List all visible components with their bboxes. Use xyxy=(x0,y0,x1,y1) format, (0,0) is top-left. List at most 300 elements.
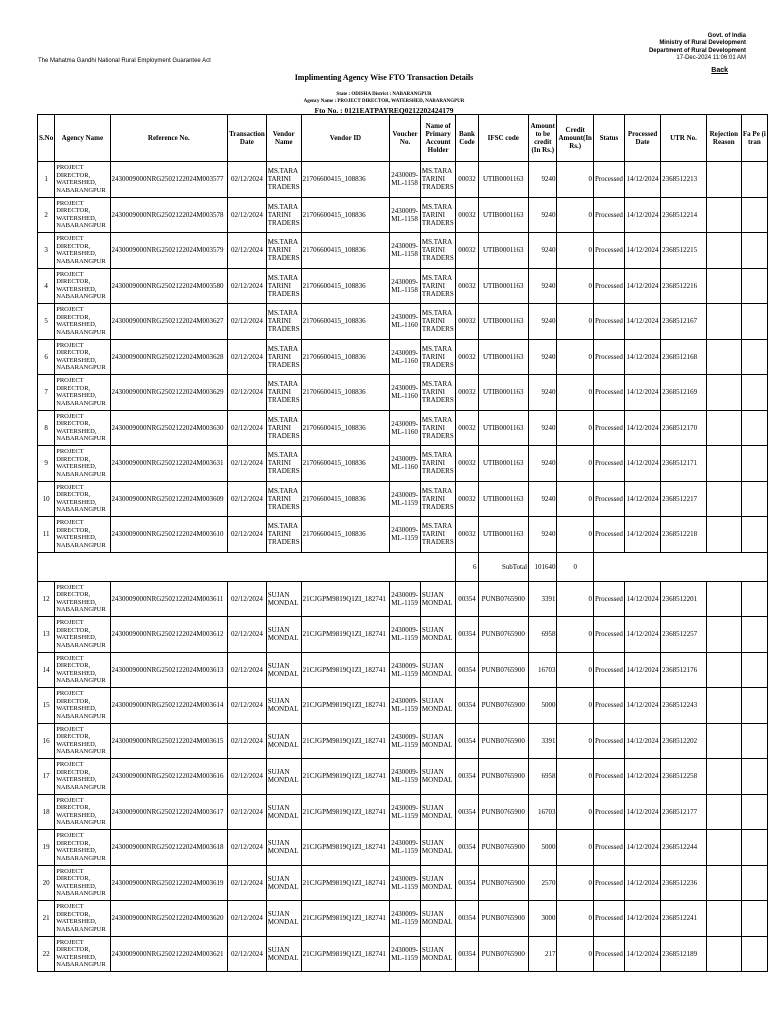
cell-voucher: 2430009-ML-1159 xyxy=(390,865,421,901)
cell-holder: SUJAN MONDAL xyxy=(420,759,456,795)
table-row xyxy=(38,410,768,446)
cell-extra xyxy=(741,233,767,269)
cell-pdate: 14/12/2024 xyxy=(624,410,660,446)
cell-extra xyxy=(741,688,767,724)
cell-tdate: 02/12/2024 xyxy=(228,162,267,198)
cell-vid: 21706600415_108836 xyxy=(301,197,390,233)
cell-agency: PROJECT DIRECTOR, WATERSHED, NABARANGPUR xyxy=(55,759,110,795)
cell-credit: 0 xyxy=(557,481,593,517)
cell-holder: SUJAN MONDAL xyxy=(420,865,456,901)
cell-vname: MS.TARA TARINI TRADERS xyxy=(266,304,301,340)
cell-amount: 5000 xyxy=(529,830,557,866)
cell-reason xyxy=(706,197,741,233)
cell-tdate: 02/12/2024 xyxy=(228,794,267,830)
cell-reason xyxy=(706,723,741,759)
cell-bank: 00032 xyxy=(456,375,478,411)
cell-vname: SUJAN MONDAL xyxy=(266,865,301,901)
cell-ref: 2430009000NRG2502122024M003614 xyxy=(110,688,228,724)
col-header: Bank Code xyxy=(456,115,478,162)
cell-pdate: 14/12/2024 xyxy=(624,865,660,901)
cell-amount: 6958 xyxy=(529,759,557,795)
cell-utr: 2368512213 xyxy=(661,162,707,198)
col-header: Rejection Reason xyxy=(706,115,741,162)
cell-amount: 16703 xyxy=(529,794,557,830)
cell-ref: 2430009000NRG2502122024M003577 xyxy=(110,162,228,198)
cell-amount: 9240 xyxy=(529,517,557,553)
cell-bank: 00354 xyxy=(456,865,478,901)
cell-reason xyxy=(706,268,741,304)
table-row xyxy=(38,481,768,517)
cell-vname: SUJAN MONDAL xyxy=(266,901,301,937)
cell-pdate: 14/12/2024 xyxy=(624,162,660,198)
cell-sno: 7 xyxy=(38,375,55,411)
cell-pdate: 14/12/2024 xyxy=(624,481,660,517)
cell-vid: 21CJGPM9819Q1ZI_182741 xyxy=(301,652,390,688)
cell-tdate: 02/12/2024 xyxy=(228,446,267,482)
cell-ref: 2430009000NRG2502122024M003620 xyxy=(110,901,228,937)
cell-bank: 00354 xyxy=(456,759,478,795)
cell-bank: 00354 xyxy=(456,581,478,617)
cell-credit: 0 xyxy=(557,901,593,937)
cell-ref: 2430009000NRG2502122024M003621 xyxy=(110,936,228,972)
cell-utr: 2368512189 xyxy=(661,936,707,972)
cell-reason xyxy=(706,759,741,795)
cell-utr: 2368512177 xyxy=(661,794,707,830)
cell-vid: 21706600415_108836 xyxy=(301,375,390,411)
subtotal-blank xyxy=(38,552,456,581)
cell-pdate: 14/12/2024 xyxy=(624,794,660,830)
cell-bank: 00354 xyxy=(456,936,478,972)
cell-credit: 0 xyxy=(557,794,593,830)
table-row xyxy=(38,759,768,795)
cell-bank: 00354 xyxy=(456,688,478,724)
table-row xyxy=(38,901,768,937)
cell-utr: 2368512216 xyxy=(661,268,707,304)
cell-extra xyxy=(741,481,767,517)
cell-sno: 4 xyxy=(38,268,55,304)
table-row xyxy=(38,162,768,198)
cell-status: Processed xyxy=(593,162,624,198)
cell-ref: 2430009000NRG2502122024M003609 xyxy=(110,481,228,517)
cell-ifsc: UTIB0001163 xyxy=(478,410,529,446)
cell-holder: SUJAN MONDAL xyxy=(420,936,456,972)
cell-voucher: 2430009-ML-1159 xyxy=(390,794,421,830)
cell-reason xyxy=(706,617,741,653)
cell-reason xyxy=(706,865,741,901)
cell-holder: SUJAN MONDAL xyxy=(420,617,456,653)
cell-agency: PROJECT DIRECTOR, WATERSHED, NABARANGPUR xyxy=(55,652,110,688)
subtotal-row xyxy=(38,552,768,581)
cell-holder: MS.TARA TARINI TRADERS xyxy=(420,339,456,375)
cell-status: Processed xyxy=(593,936,624,972)
cell-agency: PROJECT DIRECTOR, WATERSHED, NABARANGPUR xyxy=(55,865,110,901)
fto-transaction-table xyxy=(37,114,768,972)
col-header: Transaction Date xyxy=(228,115,267,162)
cell-status: Processed xyxy=(593,339,624,375)
cell-extra xyxy=(741,759,767,795)
cell-ref: 2430009000NRG2502122024M003619 xyxy=(110,865,228,901)
cell-voucher: 2430009-ML-1160 xyxy=(390,375,421,411)
cell-ifsc: PUNB0765900 xyxy=(478,723,529,759)
cell-pdate: 14/12/2024 xyxy=(624,446,660,482)
cell-status: Processed xyxy=(593,759,624,795)
cell-amount: 9240 xyxy=(529,162,557,198)
cell-extra xyxy=(741,162,767,198)
cell-credit: 0 xyxy=(557,581,593,617)
cell-holder: SUJAN MONDAL xyxy=(420,830,456,866)
cell-vname: MS.TARA TARINI TRADERS xyxy=(266,410,301,446)
cell-ref: 2430009000NRG2502122024M003618 xyxy=(110,830,228,866)
cell-tdate: 02/12/2024 xyxy=(228,517,267,553)
cell-utr: 2368512215 xyxy=(661,233,707,269)
cell-utr: 2368512169 xyxy=(661,375,707,411)
cell-status: Processed xyxy=(593,865,624,901)
cell-voucher: 2430009-ML-1158 xyxy=(390,268,421,304)
cell-agency: PROJECT DIRECTOR, WATERSHED, NABARANGPUR xyxy=(55,375,110,411)
cell-bank: 00032 xyxy=(456,197,478,233)
cell-sno: 18 xyxy=(38,794,55,830)
subtotal-amount: 101640 xyxy=(529,552,557,581)
cell-status: Processed xyxy=(593,197,624,233)
cell-voucher: 2430009-ML-1158 xyxy=(390,233,421,269)
col-header: Vendor ID xyxy=(301,115,390,162)
cell-extra xyxy=(741,304,767,340)
cell-vid: 21706600415_108836 xyxy=(301,410,390,446)
cell-agency: PROJECT DIRECTOR, WATERSHED, NABARANGPUR xyxy=(55,339,110,375)
cell-ref: 2430009000NRG2502122024M003615 xyxy=(110,723,228,759)
cell-utr: 2368512214 xyxy=(661,197,707,233)
cell-tdate: 02/12/2024 xyxy=(228,581,267,617)
table-row xyxy=(38,304,768,340)
cell-voucher: 2430009-ML-1160 xyxy=(390,339,421,375)
state-district-line: State : ODISHA District : NABARANGPUR xyxy=(336,92,432,97)
cell-status: Processed xyxy=(593,446,624,482)
cell-vid: 21706600415_108836 xyxy=(301,446,390,482)
cell-reason xyxy=(706,517,741,553)
cell-amount: 9240 xyxy=(529,481,557,517)
cell-credit: 0 xyxy=(557,410,593,446)
cell-sno: 17 xyxy=(38,759,55,795)
cell-pdate: 14/12/2024 xyxy=(624,830,660,866)
cell-tdate: 02/12/2024 xyxy=(228,936,267,972)
cell-ifsc: PUNB0765900 xyxy=(478,794,529,830)
cell-pdate: 14/12/2024 xyxy=(624,517,660,553)
cell-sno: 12 xyxy=(38,581,55,617)
cell-tdate: 02/12/2024 xyxy=(228,268,267,304)
cell-credit: 0 xyxy=(557,517,593,553)
cell-holder: MS.TARA TARINI TRADERS xyxy=(420,375,456,411)
cell-extra xyxy=(741,581,767,617)
cell-agency: PROJECT DIRECTOR, WATERSHED, NABARANGPUR xyxy=(55,936,110,972)
cell-ifsc: PUNB0765900 xyxy=(478,688,529,724)
cell-tdate: 02/12/2024 xyxy=(228,723,267,759)
cell-tdate: 02/12/2024 xyxy=(228,304,267,340)
cell-utr: 2368512217 xyxy=(661,481,707,517)
cell-vname: SUJAN MONDAL xyxy=(266,581,301,617)
cell-extra xyxy=(741,652,767,688)
cell-ref: 2430009000NRG2502122024M003612 xyxy=(110,617,228,653)
cell-ifsc: PUNB0765900 xyxy=(478,652,529,688)
cell-agency: PROJECT DIRECTOR, WATERSHED, NABARANGPUR xyxy=(55,901,110,937)
cell-extra xyxy=(741,410,767,446)
table-row xyxy=(38,794,768,830)
table-row xyxy=(38,446,768,482)
cell-bank: 00032 xyxy=(456,410,478,446)
cell-sno: 16 xyxy=(38,723,55,759)
cell-credit: 0 xyxy=(557,375,593,411)
cell-pdate: 14/12/2024 xyxy=(624,652,660,688)
cell-vid: 21CJGPM9819Q1ZI_182741 xyxy=(301,723,390,759)
col-header: Voucher No. xyxy=(390,115,421,162)
cell-status: Processed xyxy=(593,268,624,304)
cell-vid: 21CJGPM9819Q1ZI_182741 xyxy=(301,830,390,866)
cell-agency: PROJECT DIRECTOR, WATERSHED, NABARANGPUR xyxy=(55,617,110,653)
table-row xyxy=(38,233,768,269)
cell-extra xyxy=(741,617,767,653)
act-name: The Mahatma Gandhi National Rural Employment Guarantee Act xyxy=(38,58,211,64)
cell-pdate: 14/12/2024 xyxy=(624,375,660,411)
cell-pdate: 14/12/2024 xyxy=(624,688,660,724)
cell-ref: 2430009000NRG2502122024M003617 xyxy=(110,794,228,830)
cell-vid: 21CJGPM9819Q1ZI_182741 xyxy=(301,865,390,901)
cell-amount: 3000 xyxy=(529,901,557,937)
cell-vname: SUJAN MONDAL xyxy=(266,794,301,830)
cell-ifsc: UTIB0001163 xyxy=(478,268,529,304)
cell-holder: MS.TARA TARINI TRADERS xyxy=(420,410,456,446)
cell-voucher: 2430009-ML-1158 xyxy=(390,197,421,233)
cell-credit: 0 xyxy=(557,830,593,866)
cell-reason xyxy=(706,304,741,340)
cell-amount: 2570 xyxy=(529,865,557,901)
cell-status: Processed xyxy=(593,233,624,269)
cell-credit: 0 xyxy=(557,446,593,482)
cell-bank: 00032 xyxy=(456,481,478,517)
cell-status: Processed xyxy=(593,375,624,411)
cell-credit: 0 xyxy=(557,268,593,304)
cell-voucher: 2430009-ML-1159 xyxy=(390,617,421,653)
cell-ref: 2430009000NRG2502122024M003611 xyxy=(110,581,228,617)
cell-status: Processed xyxy=(593,830,624,866)
cell-status: Processed xyxy=(593,794,624,830)
cell-bank: 00354 xyxy=(456,901,478,937)
cell-tdate: 02/12/2024 xyxy=(228,865,267,901)
cell-sno: 2 xyxy=(38,197,55,233)
cell-holder: MS.TARA TARINI TRADERS xyxy=(420,268,456,304)
cell-ref: 2430009000NRG2502122024M003628 xyxy=(110,339,228,375)
cell-extra xyxy=(741,936,767,972)
cell-vid: 21706600415_108836 xyxy=(301,304,390,340)
cell-tdate: 02/12/2024 xyxy=(228,688,267,724)
cell-vname: MS.TARA TARINI TRADERS xyxy=(266,517,301,553)
table-row xyxy=(38,339,768,375)
cell-voucher: 2430009-ML-1159 xyxy=(390,581,421,617)
cell-tdate: 02/12/2024 xyxy=(228,339,267,375)
cell-utr: 2368512244 xyxy=(661,830,707,866)
cell-vname: SUJAN MONDAL xyxy=(266,688,301,724)
cell-pdate: 14/12/2024 xyxy=(624,759,660,795)
ministry-label: Ministry of Rural Development xyxy=(659,40,746,47)
cell-holder: SUJAN MONDAL xyxy=(420,723,456,759)
col-header: Name of Primary Account Holder xyxy=(420,115,456,162)
cell-utr: 2368512176 xyxy=(661,652,707,688)
cell-credit: 0 xyxy=(557,723,593,759)
col-header: Vendor Name xyxy=(266,115,301,162)
cell-status: Processed xyxy=(593,652,624,688)
cell-amount: 5000 xyxy=(529,688,557,724)
cell-tdate: 02/12/2024 xyxy=(228,410,267,446)
cell-reason xyxy=(706,652,741,688)
cell-amount: 6958 xyxy=(529,617,557,653)
cell-pdate: 14/12/2024 xyxy=(624,233,660,269)
department-label: Department of Rural Development xyxy=(648,47,746,54)
cell-status: Processed xyxy=(593,517,624,553)
table-row xyxy=(38,617,768,653)
cell-vname: MS.TARA TARINI TRADERS xyxy=(266,339,301,375)
cell-reason xyxy=(706,830,741,866)
cell-credit: 0 xyxy=(557,339,593,375)
cell-amount: 9240 xyxy=(529,339,557,375)
cell-holder: MS.TARA TARINI TRADERS xyxy=(420,446,456,482)
cell-tdate: 02/12/2024 xyxy=(228,233,267,269)
cell-amount: 16703 xyxy=(529,652,557,688)
cell-vname: MS.TARA TARINI TRADERS xyxy=(266,162,301,198)
cell-ref: 2430009000NRG2502122024M003578 xyxy=(110,197,228,233)
cell-holder: MS.TARA TARINI TRADERS xyxy=(420,481,456,517)
cell-holder: MS.TARA TARINI TRADERS xyxy=(420,162,456,198)
cell-voucher: 2430009-ML-1159 xyxy=(390,901,421,937)
cell-extra xyxy=(741,197,767,233)
cell-tdate: 02/12/2024 xyxy=(228,617,267,653)
cell-vname: SUJAN MONDAL xyxy=(266,617,301,653)
cell-status: Processed xyxy=(593,481,624,517)
cell-status: Processed xyxy=(593,304,624,340)
cell-vname: MS.TARA TARINI TRADERS xyxy=(266,233,301,269)
cell-bank: 00032 xyxy=(456,446,478,482)
cell-extra xyxy=(741,865,767,901)
cell-ifsc: UTIB0001163 xyxy=(478,446,529,482)
cell-extra xyxy=(741,375,767,411)
table-row xyxy=(38,517,768,553)
cell-reason xyxy=(706,446,741,482)
cell-bank: 00354 xyxy=(456,830,478,866)
cell-agency: PROJECT DIRECTOR, WATERSHED, NABARANGPUR xyxy=(55,830,110,866)
cell-extra xyxy=(741,446,767,482)
cell-vname: SUJAN MONDAL xyxy=(266,830,301,866)
cell-reason xyxy=(706,233,741,269)
cell-tdate: 02/12/2024 xyxy=(228,830,267,866)
col-header: Reference No. xyxy=(110,115,228,162)
cell-vid: 21706600415_108836 xyxy=(301,481,390,517)
cell-voucher: 2430009-ML-1160 xyxy=(390,446,421,482)
cell-voucher: 2430009-ML-1159 xyxy=(390,652,421,688)
subtotal-credit: 0 xyxy=(557,552,593,581)
table-row xyxy=(38,652,768,688)
cell-holder: SUJAN MONDAL xyxy=(420,794,456,830)
cell-vname: SUJAN MONDAL xyxy=(266,759,301,795)
cell-voucher: 2430009-ML-1159 xyxy=(390,936,421,972)
cell-extra xyxy=(741,830,767,866)
cell-credit: 0 xyxy=(557,759,593,795)
cell-holder: MS.TARA TARINI TRADERS xyxy=(420,517,456,553)
cell-tdate: 02/12/2024 xyxy=(228,652,267,688)
col-header: Processed Date xyxy=(624,115,660,162)
cell-voucher: 2430009-ML-1159 xyxy=(390,517,421,553)
cell-credit: 0 xyxy=(557,304,593,340)
cell-voucher: 2430009-ML-1159 xyxy=(390,688,421,724)
col-header: UTR No. xyxy=(661,115,707,162)
cell-holder: SUJAN MONDAL xyxy=(420,652,456,688)
cell-tdate: 02/12/2024 xyxy=(228,375,267,411)
cell-sno: 22 xyxy=(38,936,55,972)
col-header: S.No xyxy=(38,115,55,162)
cell-sno: 15 xyxy=(38,688,55,724)
cell-utr: 2368512167 xyxy=(661,304,707,340)
cell-sno: 19 xyxy=(38,830,55,866)
cell-pdate: 14/12/2024 xyxy=(624,581,660,617)
cell-reason xyxy=(706,581,741,617)
cell-ifsc: UTIB0001163 xyxy=(478,162,529,198)
cell-status: Processed xyxy=(593,901,624,937)
cell-voucher: 2430009-ML-1159 xyxy=(390,830,421,866)
cell-agency: PROJECT DIRECTOR, WATERSHED, NABARANGPUR xyxy=(55,304,110,340)
cell-ifsc: UTIB0001163 xyxy=(478,197,529,233)
cell-extra xyxy=(741,794,767,830)
cell-sno: 3 xyxy=(38,233,55,269)
table-row xyxy=(38,581,768,617)
cell-extra xyxy=(741,517,767,553)
cell-utr: 2368512236 xyxy=(661,865,707,901)
cell-utr: 2368512218 xyxy=(661,517,707,553)
cell-tdate: 02/12/2024 xyxy=(228,481,267,517)
cell-vid: 21CJGPM9819Q1ZI_182741 xyxy=(301,936,390,972)
govt-header xyxy=(649,33,746,62)
cell-sno: 21 xyxy=(38,901,55,937)
cell-utr: 2368512241 xyxy=(661,901,707,937)
cell-pdate: 14/12/2024 xyxy=(624,936,660,972)
cell-holder: SUJAN MONDAL xyxy=(420,901,456,937)
cell-vname: SUJAN MONDAL xyxy=(266,936,301,972)
cell-vname: SUJAN MONDAL xyxy=(266,652,301,688)
col-header: Status xyxy=(593,115,624,162)
cell-vid: 21706600415_108836 xyxy=(301,162,390,198)
report-title: Implimenting Agency Wise FTO Transaction Details xyxy=(294,73,474,82)
cell-reason xyxy=(706,481,741,517)
cell-ref: 2430009000NRG2502122024M003630 xyxy=(110,410,228,446)
cell-reason xyxy=(706,410,741,446)
table-header-row xyxy=(38,115,768,162)
cell-utr: 2368512258 xyxy=(661,759,707,795)
cell-pdate: 14/12/2024 xyxy=(624,197,660,233)
cell-sno: 6 xyxy=(38,339,55,375)
cell-bank: 00354 xyxy=(456,794,478,830)
cell-agency: PROJECT DIRECTOR, WATERSHED, NABARANGPUR xyxy=(55,446,110,482)
govt-label: Govt. of India xyxy=(707,33,746,39)
cell-ref: 2430009000NRG2502122024M003629 xyxy=(110,375,228,411)
cell-ifsc: PUNB0765900 xyxy=(478,936,529,972)
back-link[interactable]: Back xyxy=(711,67,728,74)
cell-ifsc: UTIB0001163 xyxy=(478,233,529,269)
cell-sno: 14 xyxy=(38,652,55,688)
cell-ifsc: UTIB0001163 xyxy=(478,481,529,517)
cell-agency: PROJECT DIRECTOR, WATERSHED, NABARANGPUR xyxy=(55,794,110,830)
cell-ref: 2430009000NRG2502122024M003627 xyxy=(110,304,228,340)
cell-extra xyxy=(741,339,767,375)
cell-reason xyxy=(706,375,741,411)
cell-voucher: 2430009-ML-1160 xyxy=(390,410,421,446)
cell-ifsc: PUNB0765900 xyxy=(478,617,529,653)
cell-tdate: 02/12/2024 xyxy=(228,901,267,937)
cell-extra xyxy=(741,268,767,304)
